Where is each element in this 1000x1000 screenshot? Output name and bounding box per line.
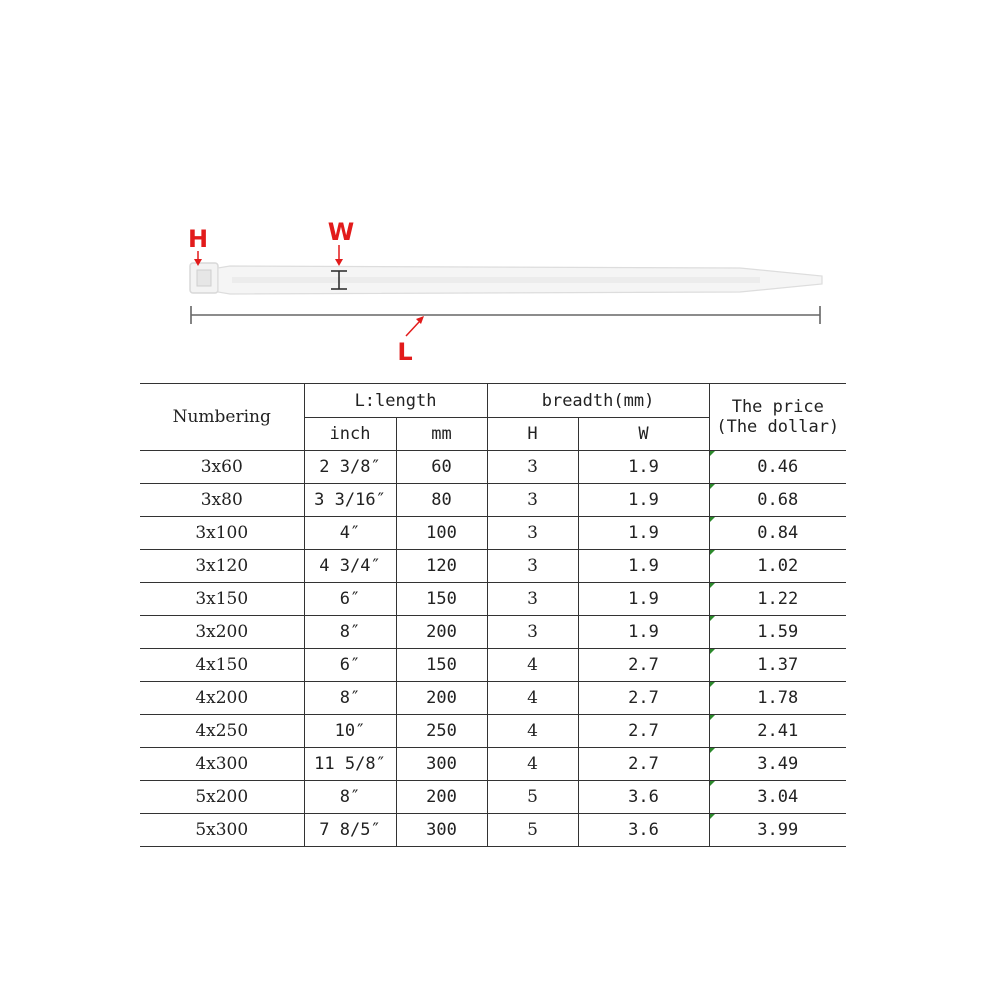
- cell-price-text: 1.22: [757, 589, 799, 609]
- table-row: [140, 550, 846, 583]
- cell-inch: [304, 583, 396, 616]
- cell-numbering: [140, 715, 304, 748]
- cell-w-text: 2.7: [628, 655, 659, 675]
- cell-numbering: [140, 616, 304, 649]
- cell-h-text: 5: [527, 787, 538, 807]
- cell-price-text: 3.99: [757, 820, 799, 840]
- cell-h-text: 3: [527, 523, 538, 543]
- cell-mm-text: 150: [426, 589, 457, 609]
- cell-w-text: 2.7: [628, 688, 659, 708]
- cell-h-text: 3: [527, 490, 538, 510]
- cell-numbering-text: 5x200: [195, 787, 249, 807]
- cell-price: [709, 748, 846, 781]
- cell-w: [578, 748, 709, 781]
- cell-h-text: 5: [527, 820, 538, 840]
- cell-w: [578, 550, 709, 583]
- table-row: [140, 484, 846, 517]
- cell-mm: [396, 748, 487, 781]
- cell-h: [487, 748, 578, 781]
- cell-mm: [396, 517, 487, 550]
- cell-price-text: 1.37: [757, 655, 799, 675]
- cell-w-text: 1.9: [628, 556, 659, 576]
- cell-mm: [396, 682, 487, 715]
- cell-marker-icon: [710, 649, 715, 654]
- cell-marker-icon: [710, 484, 715, 489]
- cell-mm: [396, 649, 487, 682]
- cell-h: [487, 484, 578, 517]
- cell-h-text: 4: [527, 655, 538, 675]
- cell-numbering-text: 4x200: [195, 688, 249, 708]
- cell-marker-icon: [710, 616, 715, 621]
- cell-marker-icon: [710, 682, 715, 687]
- cell-mm-text: 150: [426, 655, 457, 675]
- cell-mm-text: 250: [426, 721, 457, 741]
- cell-h: [487, 583, 578, 616]
- cell-inch: [304, 484, 396, 517]
- cell-w: [578, 715, 709, 748]
- cell-price-text: 0.68: [757, 490, 799, 510]
- cell-price: [709, 682, 846, 715]
- cell-numbering-text: 4x300: [195, 754, 249, 774]
- cell-numbering-text: 3x200: [195, 622, 249, 642]
- cell-marker-icon: [710, 550, 715, 555]
- cell-h-text: 3: [527, 457, 538, 477]
- cell-mm: [396, 814, 487, 847]
- cell-inch-text: 4″: [339, 523, 361, 543]
- cell-w-text: 3.6: [628, 820, 659, 840]
- cell-marker-icon: [710, 748, 715, 753]
- cell-inch-text: 11 5/8″: [314, 754, 386, 774]
- cell-numbering: [140, 682, 304, 715]
- header-breadth: breadth(mm): [487, 384, 709, 418]
- subheader-w: W: [578, 418, 709, 451]
- subheader-inch: inch: [304, 418, 396, 451]
- cell-numbering-text: 3x100: [195, 523, 249, 543]
- cell-h-text: 4: [527, 721, 538, 741]
- cell-numbering-text: 5x300: [195, 820, 249, 840]
- cell-h: [487, 781, 578, 814]
- cell-inch-text: 6″: [339, 655, 361, 675]
- cell-inch: [304, 814, 396, 847]
- cell-w: [578, 682, 709, 715]
- header-price-line2: (The dollar): [716, 417, 840, 437]
- cell-price: [709, 616, 846, 649]
- cell-numbering: [140, 484, 304, 517]
- cell-w: [578, 649, 709, 682]
- cell-mm-text: 300: [426, 820, 457, 840]
- table-row: [140, 616, 846, 649]
- cell-mm: [396, 484, 487, 517]
- cell-mm: [396, 616, 487, 649]
- cell-inch: [304, 715, 396, 748]
- header-price-line1: The price: [731, 397, 824, 417]
- cell-inch-text: 4 3/4″: [319, 556, 381, 576]
- cell-mm: [396, 451, 487, 484]
- cell-h-text: 4: [527, 754, 538, 774]
- cell-numbering: [140, 649, 304, 682]
- cell-numbering: [140, 781, 304, 814]
- spec-table: [140, 383, 846, 847]
- cell-inch-text: 8″: [339, 787, 361, 807]
- cell-mm-text: 60: [431, 457, 452, 477]
- label-w: W: [327, 218, 355, 246]
- cell-mm: [396, 715, 487, 748]
- cell-w: [578, 781, 709, 814]
- cell-price: [709, 781, 846, 814]
- cell-w-text: 1.9: [628, 622, 659, 642]
- cell-w-text: 1.9: [628, 457, 659, 477]
- cell-numbering: [140, 451, 304, 484]
- cell-mm: [396, 781, 487, 814]
- table-row: [140, 814, 846, 847]
- table-row: [140, 682, 846, 715]
- cell-marker-icon: [710, 583, 715, 588]
- cell-inch: [304, 748, 396, 781]
- cell-h: [487, 814, 578, 847]
- cell-mm-text: 80: [431, 490, 452, 510]
- cell-h: [487, 682, 578, 715]
- cell-mm-text: 300: [426, 754, 457, 774]
- cell-mm-text: 200: [426, 787, 457, 807]
- table-row: [140, 715, 846, 748]
- cell-inch: [304, 517, 396, 550]
- cell-numbering-text: 4x150: [195, 655, 249, 675]
- cell-marker-icon: [710, 715, 715, 720]
- cell-w: [578, 583, 709, 616]
- subheader-mm: mm: [396, 418, 487, 451]
- cell-h-text: 4: [527, 688, 538, 708]
- cell-price-text: 1.78: [757, 688, 799, 708]
- cell-price: [709, 484, 846, 517]
- header-price: [709, 384, 846, 451]
- cell-inch-text: 10″: [334, 721, 366, 741]
- cell-price: [709, 517, 846, 550]
- cell-numbering: [140, 583, 304, 616]
- cell-inch-text: 2 3/8″: [319, 457, 381, 477]
- cell-price-text: 2.41: [757, 721, 799, 741]
- cable-tie-image: [190, 263, 822, 294]
- cell-w-text: 1.9: [628, 490, 659, 510]
- cell-w-text: 2.7: [628, 754, 659, 774]
- cell-marker-icon: [710, 517, 715, 522]
- cell-inch-text: 3 3/16″: [314, 490, 386, 510]
- cell-h: [487, 649, 578, 682]
- cell-w-text: 3.6: [628, 787, 659, 807]
- cell-price-text: 0.84: [757, 523, 799, 543]
- cell-h: [487, 451, 578, 484]
- cell-w-text: 1.9: [628, 589, 659, 609]
- cell-w: [578, 484, 709, 517]
- cell-inch-text: 7 8/5″: [319, 820, 381, 840]
- table-body: [140, 451, 846, 847]
- cell-inch: [304, 451, 396, 484]
- cell-inch: [304, 550, 396, 583]
- cell-numbering: [140, 550, 304, 583]
- cell-h: [487, 517, 578, 550]
- cell-h-text: 3: [527, 556, 538, 576]
- cell-price: [709, 451, 846, 484]
- cell-h-text: 3: [527, 589, 538, 609]
- cell-numbering-text: 4x250: [195, 721, 249, 741]
- cell-w: [578, 814, 709, 847]
- cell-price-text: 0.46: [757, 457, 799, 477]
- cell-marker-icon: [710, 781, 715, 786]
- table-row: [140, 649, 846, 682]
- table-row: [140, 748, 846, 781]
- cell-numbering-text: 3x60: [200, 457, 243, 477]
- table-row: [140, 451, 846, 484]
- cell-w: [578, 517, 709, 550]
- cell-mm-text: 200: [426, 622, 457, 642]
- header-numbering: Numbering: [140, 384, 304, 451]
- cell-price: [709, 715, 846, 748]
- cell-price: [709, 583, 846, 616]
- cell-mm-text: 200: [426, 688, 457, 708]
- cell-inch-text: 6″: [339, 589, 361, 609]
- cell-numbering-text: 3x120: [195, 556, 249, 576]
- length-dimension: [191, 306, 820, 366]
- cell-h: [487, 715, 578, 748]
- cell-inch: [304, 781, 396, 814]
- header-length: L:length: [304, 384, 487, 418]
- height-marker: [188, 225, 208, 266]
- label-h: H: [187, 225, 209, 253]
- cell-marker-icon: [710, 451, 715, 456]
- cell-price: [709, 550, 846, 583]
- cell-price-text: 3.04: [757, 787, 799, 807]
- cell-w: [578, 451, 709, 484]
- cell-inch-text: 8″: [339, 622, 361, 642]
- cell-numbering: [140, 814, 304, 847]
- table-row: [140, 517, 846, 550]
- cell-price-text: 1.02: [757, 556, 799, 576]
- cell-inch: [304, 682, 396, 715]
- cell-marker-icon: [710, 814, 715, 819]
- cell-w: [578, 616, 709, 649]
- label-l: L: [397, 338, 413, 366]
- cell-w-text: 2.7: [628, 721, 659, 741]
- cell-mm-text: 100: [426, 523, 457, 543]
- cell-inch: [304, 616, 396, 649]
- cell-price-text: 1.59: [757, 622, 799, 642]
- cell-numbering-text: 3x80: [200, 490, 243, 510]
- cell-h-text: 3: [527, 622, 538, 642]
- cell-inch-text: 8″: [339, 688, 361, 708]
- subheader-h: H: [487, 418, 578, 451]
- cell-price: [709, 649, 846, 682]
- cell-numbering: [140, 748, 304, 781]
- cell-w-text: 1.9: [628, 523, 659, 543]
- cell-price: [709, 814, 846, 847]
- cell-numbering-text: 3x150: [195, 589, 249, 609]
- cell-mm-text: 120: [426, 556, 457, 576]
- table-row: [140, 583, 846, 616]
- cell-mm: [396, 550, 487, 583]
- cell-mm: [396, 583, 487, 616]
- cell-h: [487, 616, 578, 649]
- cell-inch: [304, 649, 396, 682]
- cell-numbering: [140, 517, 304, 550]
- table-row: [140, 781, 846, 814]
- cell-price-text: 3.49: [757, 754, 799, 774]
- cable-tie-diagram: [0, 0, 1000, 380]
- cell-h: [487, 550, 578, 583]
